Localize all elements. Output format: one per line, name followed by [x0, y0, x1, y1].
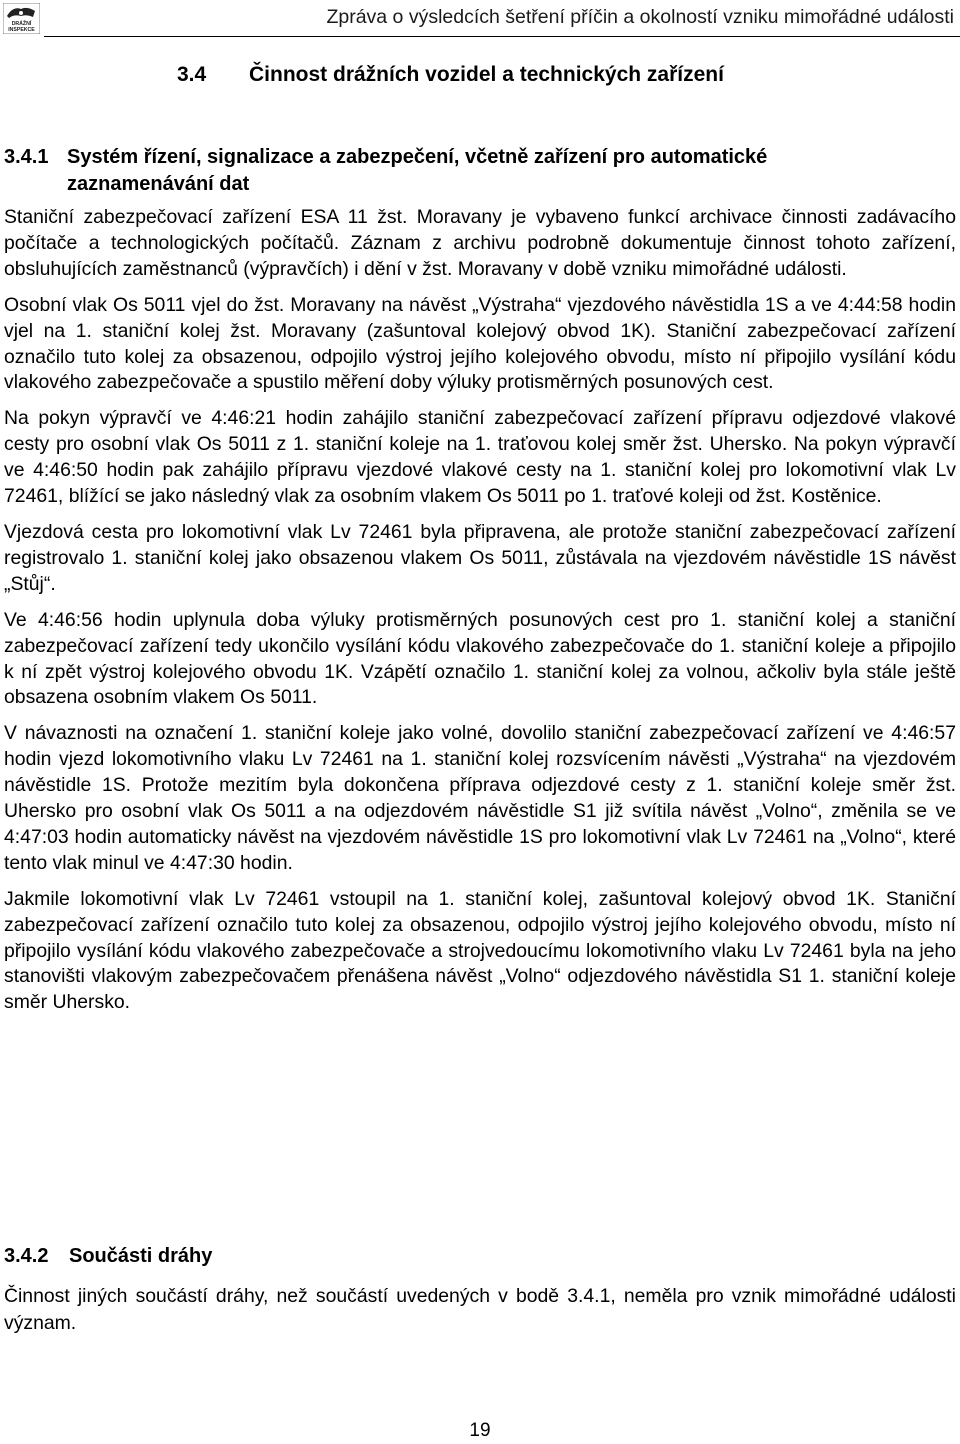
section-heading — [177, 63, 724, 87]
subsection-number: 3.4.1 — [4, 146, 49, 168]
subsection-number: 3.4.2 — [4, 1245, 49, 1267]
paragraph: V návaznosti na označení 1. staniční koleje jako volné, dovolilo staniční zabezpečovací zařízení ve 4:46:57 hodin vjezd lokomotivního vlaku Lv 72461 na 1. staniční kolej rozsvícením návěsti „Výstraha“ na vjezdovém návěstidle 1S. Protože mezitím byla dokončena příprava odjezdové cesty z 1. staniční koleje směr žst. Uhersko pro osobní vlak Os 5011 a na odjezdovém návěstidle S1 již svítila návěst „Volno“, změnila se ve 4:47:03 hodin automaticky návěst na vjezdovém návěstidle 1S pro lokomotivní vlak Lv 72461 na „Volno“, které tento vlak minul ve 4:47:30 hodin. — [4, 722, 956, 874]
page-header — [0, 0, 960, 40]
header-divider — [44, 36, 960, 37]
paragraph: Vjezdová cesta pro lokomotivní vlak Lv 72461 byla připravena, ale protože staniční zabezpečovací zařízení registrovalo 1. staniční kolej jako obsazenou vlakem Os 5011, zůstávala na vjezdovém návěstidle 1S návěst „Stůj“. — [4, 520, 956, 595]
logo-text-line2: INSPEKCE — [8, 27, 35, 33]
paragraph: Staniční zabezpečovací zařízení ESA 11 žst. Moravany je vybaveno funkcí archivace činnosti zadávacího počítače a technologických počítačů. Záznam z archivu podrobně dokumentuje činnost tohoto zařízení, obsluhujících zaměstnanců (výpravčích) i dění v žst. Moravany v době vzniku mimořádné události. — [4, 206, 956, 280]
section-title: Činnost drážních vozidel a technických zařízení — [249, 63, 724, 86]
header-title: Zpráva o výsledcích šetření příčin a okolností vzniku mimořádné události — [326, 6, 954, 28]
paragraph: Ve 4:46:56 hodin uplynula doba výluky protisměrných posunových cest pro 1. staniční kolej a staniční zabezpečovací zařízení tedy ukončilo vysílání kódu vlakového zabezpečovače do 1. staniční koleje a připojilo k ní zpět výstroj kolejového obvodu 1K. Vzápětí označilo 1. staniční kolej za volnou, ačkoliv byla stále ještě obsazena osobním vlakem Os 5011. — [4, 608, 956, 709]
paragraph: Jakmile lokomotivní vlak Lv 72461 vstoupil na 1. staniční kolej, zašuntoval kolejový obvod 1K. Staniční zabezpečovací zařízení označilo tuto kolej za obsazenou, odpojilo výstroj jejího kolejového obvodu, místo ní připojilo vysílání kódu vlakového zabezpečovače a strojvedoucímu lokomotivního vlaku Lv 72461 byla na jeho stanovišti vlakovým zabezpečovačem přenášena návěst „Volno“ odjezdového návěstidla S1 1. staniční koleje směr Uhersko. — [4, 887, 956, 1014]
paragraph: Na pokyn výpravčí ve 4:46:21 hodin zahájilo staniční zabezpečovací zařízení přípravu odjezdové vlakové cesty pro osobní vlak Os 5011 z 1. staniční koleje na 1. traťovou kolej směr žst. Uhersko. Na pokyn výpravčí ve 4:46:50 hodin pak zahájilo přípravu vjezdové vlakové cesty na 1. staniční kolej pro lokomotivní vlak Lv 72461, blížící se jako následný vlak za osobním vlakem Os 5011 po 1. traťové koleji od žst. Kostěnice. — [4, 407, 956, 508]
body-text — [4, 205, 956, 1026]
subsection-title-line2: zaznamenávání dat — [67, 173, 250, 195]
subsection-3-4-2-text — [4, 1283, 956, 1337]
subsection-heading-3-4-2 — [4, 1245, 212, 1268]
subsection-title: Součásti dráhy — [69, 1245, 213, 1267]
subsection-heading-3-4-1 — [4, 144, 934, 198]
section-number: 3.4 — [177, 63, 207, 86]
paragraph: Činnost jiných součástí dráhy, než součástí uvedených v bodě 3.4.1, neměla pro vznik mimořádné události význam. — [4, 1285, 956, 1334]
paragraph: Osobní vlak Os 5011 vjel do žst. Moravany na návěst „Výstraha“ vjezdového návěstidla 1S a ve 4:44:58 hodin vjel na 1. staniční kolej žst. Moravany (zašuntoval kolejový obvod 1K). Staniční zabezpečovací zařízení označilo tuto kolej za obsazenou, odpojilo výstroj jejího kolejového obvodu, místo ní připojilo vysílání kódu vlakového zabezpečovače a spustilo měření doby výluky protisměrných posunových cest. — [4, 293, 956, 394]
logo-text-line1: DRÁŽNÍ — [11, 21, 32, 27]
page-number: 19 — [469, 1420, 491, 1441]
drazni-inspekce-logo — [3, 3, 40, 34]
subsection-title-line1: Systém řízení, signalizace a zabezpečení, včetně zařízení pro automatické — [67, 146, 768, 168]
